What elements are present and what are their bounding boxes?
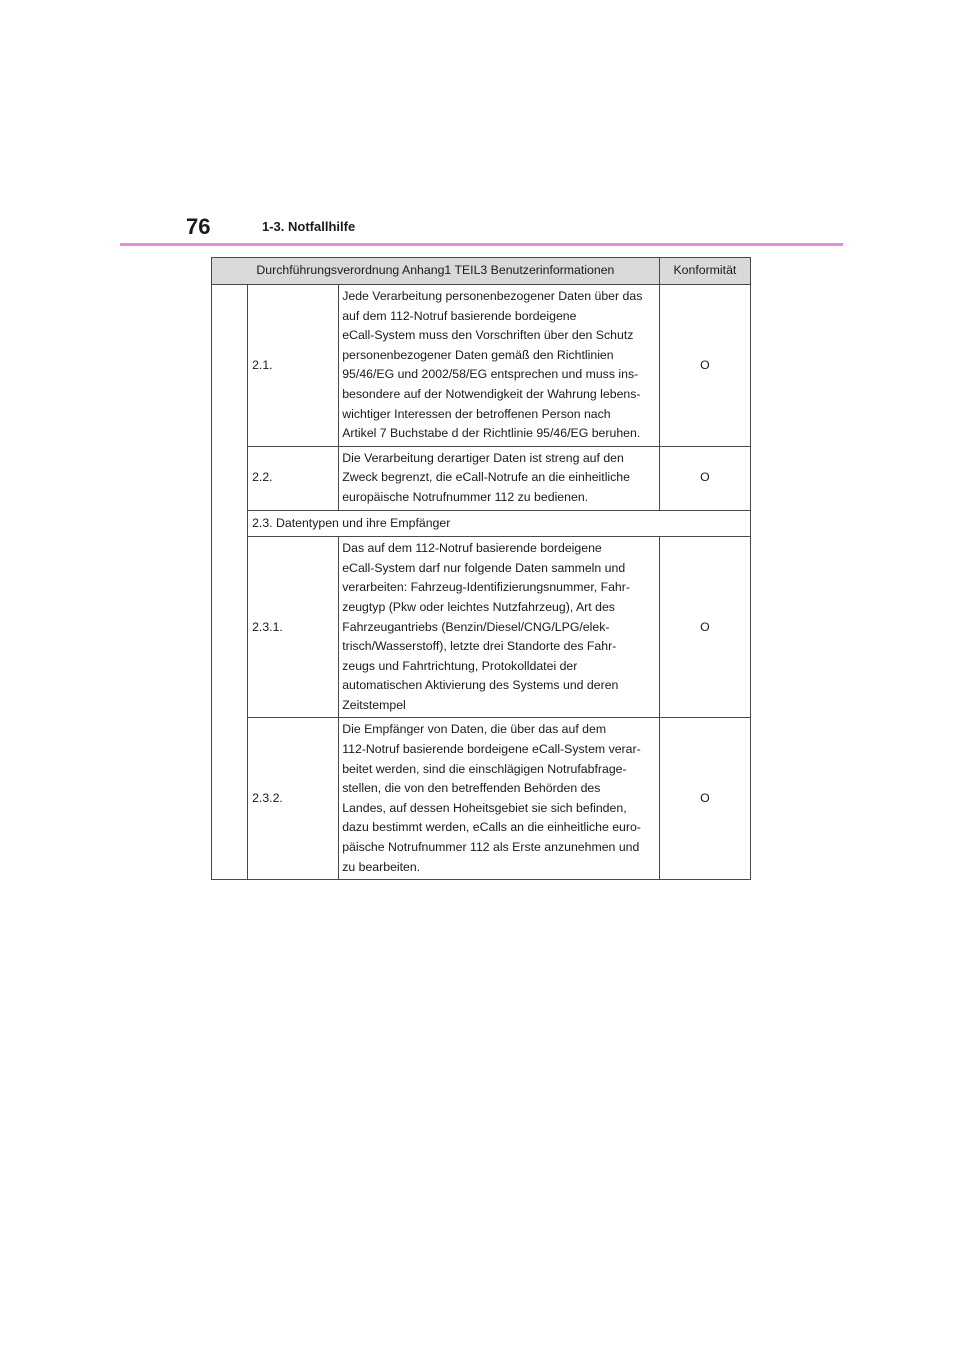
text-line: verarbeiten: Fahrzeug-Identifizierungsnummer, Fahr-: [342, 580, 630, 595]
table-row: [212, 446, 751, 510]
row-number: 2.3.2.: [248, 718, 339, 880]
table-row: [212, 285, 751, 447]
text-line: europäische Notrufnummer 112 zu bedienen.: [342, 489, 589, 504]
text-line: zu bearbeiten.: [342, 859, 421, 874]
text-line: automatischen Aktivierung des Systems und deren: [342, 678, 619, 693]
row-number: 2.1.: [248, 285, 339, 447]
text-line: Das auf dem 112-Notruf basierende bordeigene: [342, 541, 602, 556]
text-line: trisch/Wasserstoff), letzte drei Standorte des Fahr-: [342, 639, 617, 654]
text-line: Jede Verarbeitung personenbezogener Daten über das: [342, 289, 643, 303]
table-header-row: [212, 258, 751, 285]
page-number: 76: [186, 214, 211, 239]
text-line: zeugtyp (Pkw oder leichtes Nutzfahrzeug), Art des: [342, 599, 615, 614]
row-number: 2.3.1.: [248, 537, 339, 718]
text-line: wichtiger Interessen der betroffenen Person nach: [342, 406, 611, 421]
row-conformity: O: [659, 537, 750, 718]
header-rule: [120, 243, 843, 246]
text-line: besondere auf der Notwendigkeit der Wahrung lebens-: [342, 386, 641, 401]
text-line: Zeitstempel: [342, 697, 406, 712]
text-line: Artikel 7 Buchstabe d der Richtlinie 95/46/EG beruhen.: [342, 426, 641, 441]
indent-cell: [212, 285, 248, 880]
text-line: 112-Notruf basierende bordeigene eCall-System verar-: [342, 742, 641, 757]
text-line: beitet werden, sind die einschlägigen Notrufabfrage-: [342, 761, 627, 776]
text-line: päische Notrufnummer 112 als Erste anzunehmen und: [342, 840, 640, 855]
row-text: [339, 446, 660, 510]
table-row: [212, 718, 751, 880]
text-line: stellen, die von den betreffenden Behörden des: [342, 781, 601, 796]
text-line: zeugs und Fahrtrichtung, Protokolldatei der: [342, 658, 578, 673]
text-line: eCall-System muss den Vorschriften über den Schutz: [342, 328, 634, 343]
text-line: Zweck begrenzt, die eCall-Notrufe an die einheitliche: [342, 470, 630, 485]
row-number: 2.2.: [248, 446, 339, 510]
row-conformity: O: [659, 718, 750, 880]
header-conformity: Konformität: [659, 258, 750, 285]
row-text: [339, 285, 660, 447]
row-conformity: O: [659, 285, 750, 447]
row-text: [339, 537, 660, 718]
text-line: Die Verarbeitung derartiger Daten ist streng auf den: [342, 450, 624, 465]
conformity-table: [211, 257, 751, 880]
row-conformity: O: [659, 446, 750, 510]
text-line: 95/46/EG und 2002/58/EG entsprechen und muss ins-: [342, 367, 639, 382]
section-heading-cell: 2.3. Datentypen und ihre Empfänger: [248, 510, 751, 537]
text-line: Fahrzeugantriebs (Benzin/Diesel/CNG/LPG/elek-: [342, 619, 610, 634]
text-line: Die Empfänger von Daten, die über das auf dem: [342, 722, 607, 737]
table-row-section: [212, 510, 751, 537]
section-title: 1-3. Notfallhilfe: [262, 219, 356, 234]
header-main: Durchführungsverordnung Anhang1 TEIL3 Benutzerinformationen: [212, 258, 660, 285]
text-line: dazu bestimmt werden, eCalls an die einheitliche euro-: [342, 820, 641, 835]
text-line: personenbezogener Daten gemäß den Richtlinien: [342, 347, 614, 362]
text-line: Landes, auf dessen Hoheitsgebiet sie sich befinden,: [342, 800, 627, 815]
text-line: auf dem 112-Notruf basierende bordeigene: [342, 308, 577, 323]
table-row: [212, 537, 751, 718]
row-text: [339, 718, 660, 880]
text-line: eCall-System darf nur folgende Daten sammeln und: [342, 560, 626, 575]
